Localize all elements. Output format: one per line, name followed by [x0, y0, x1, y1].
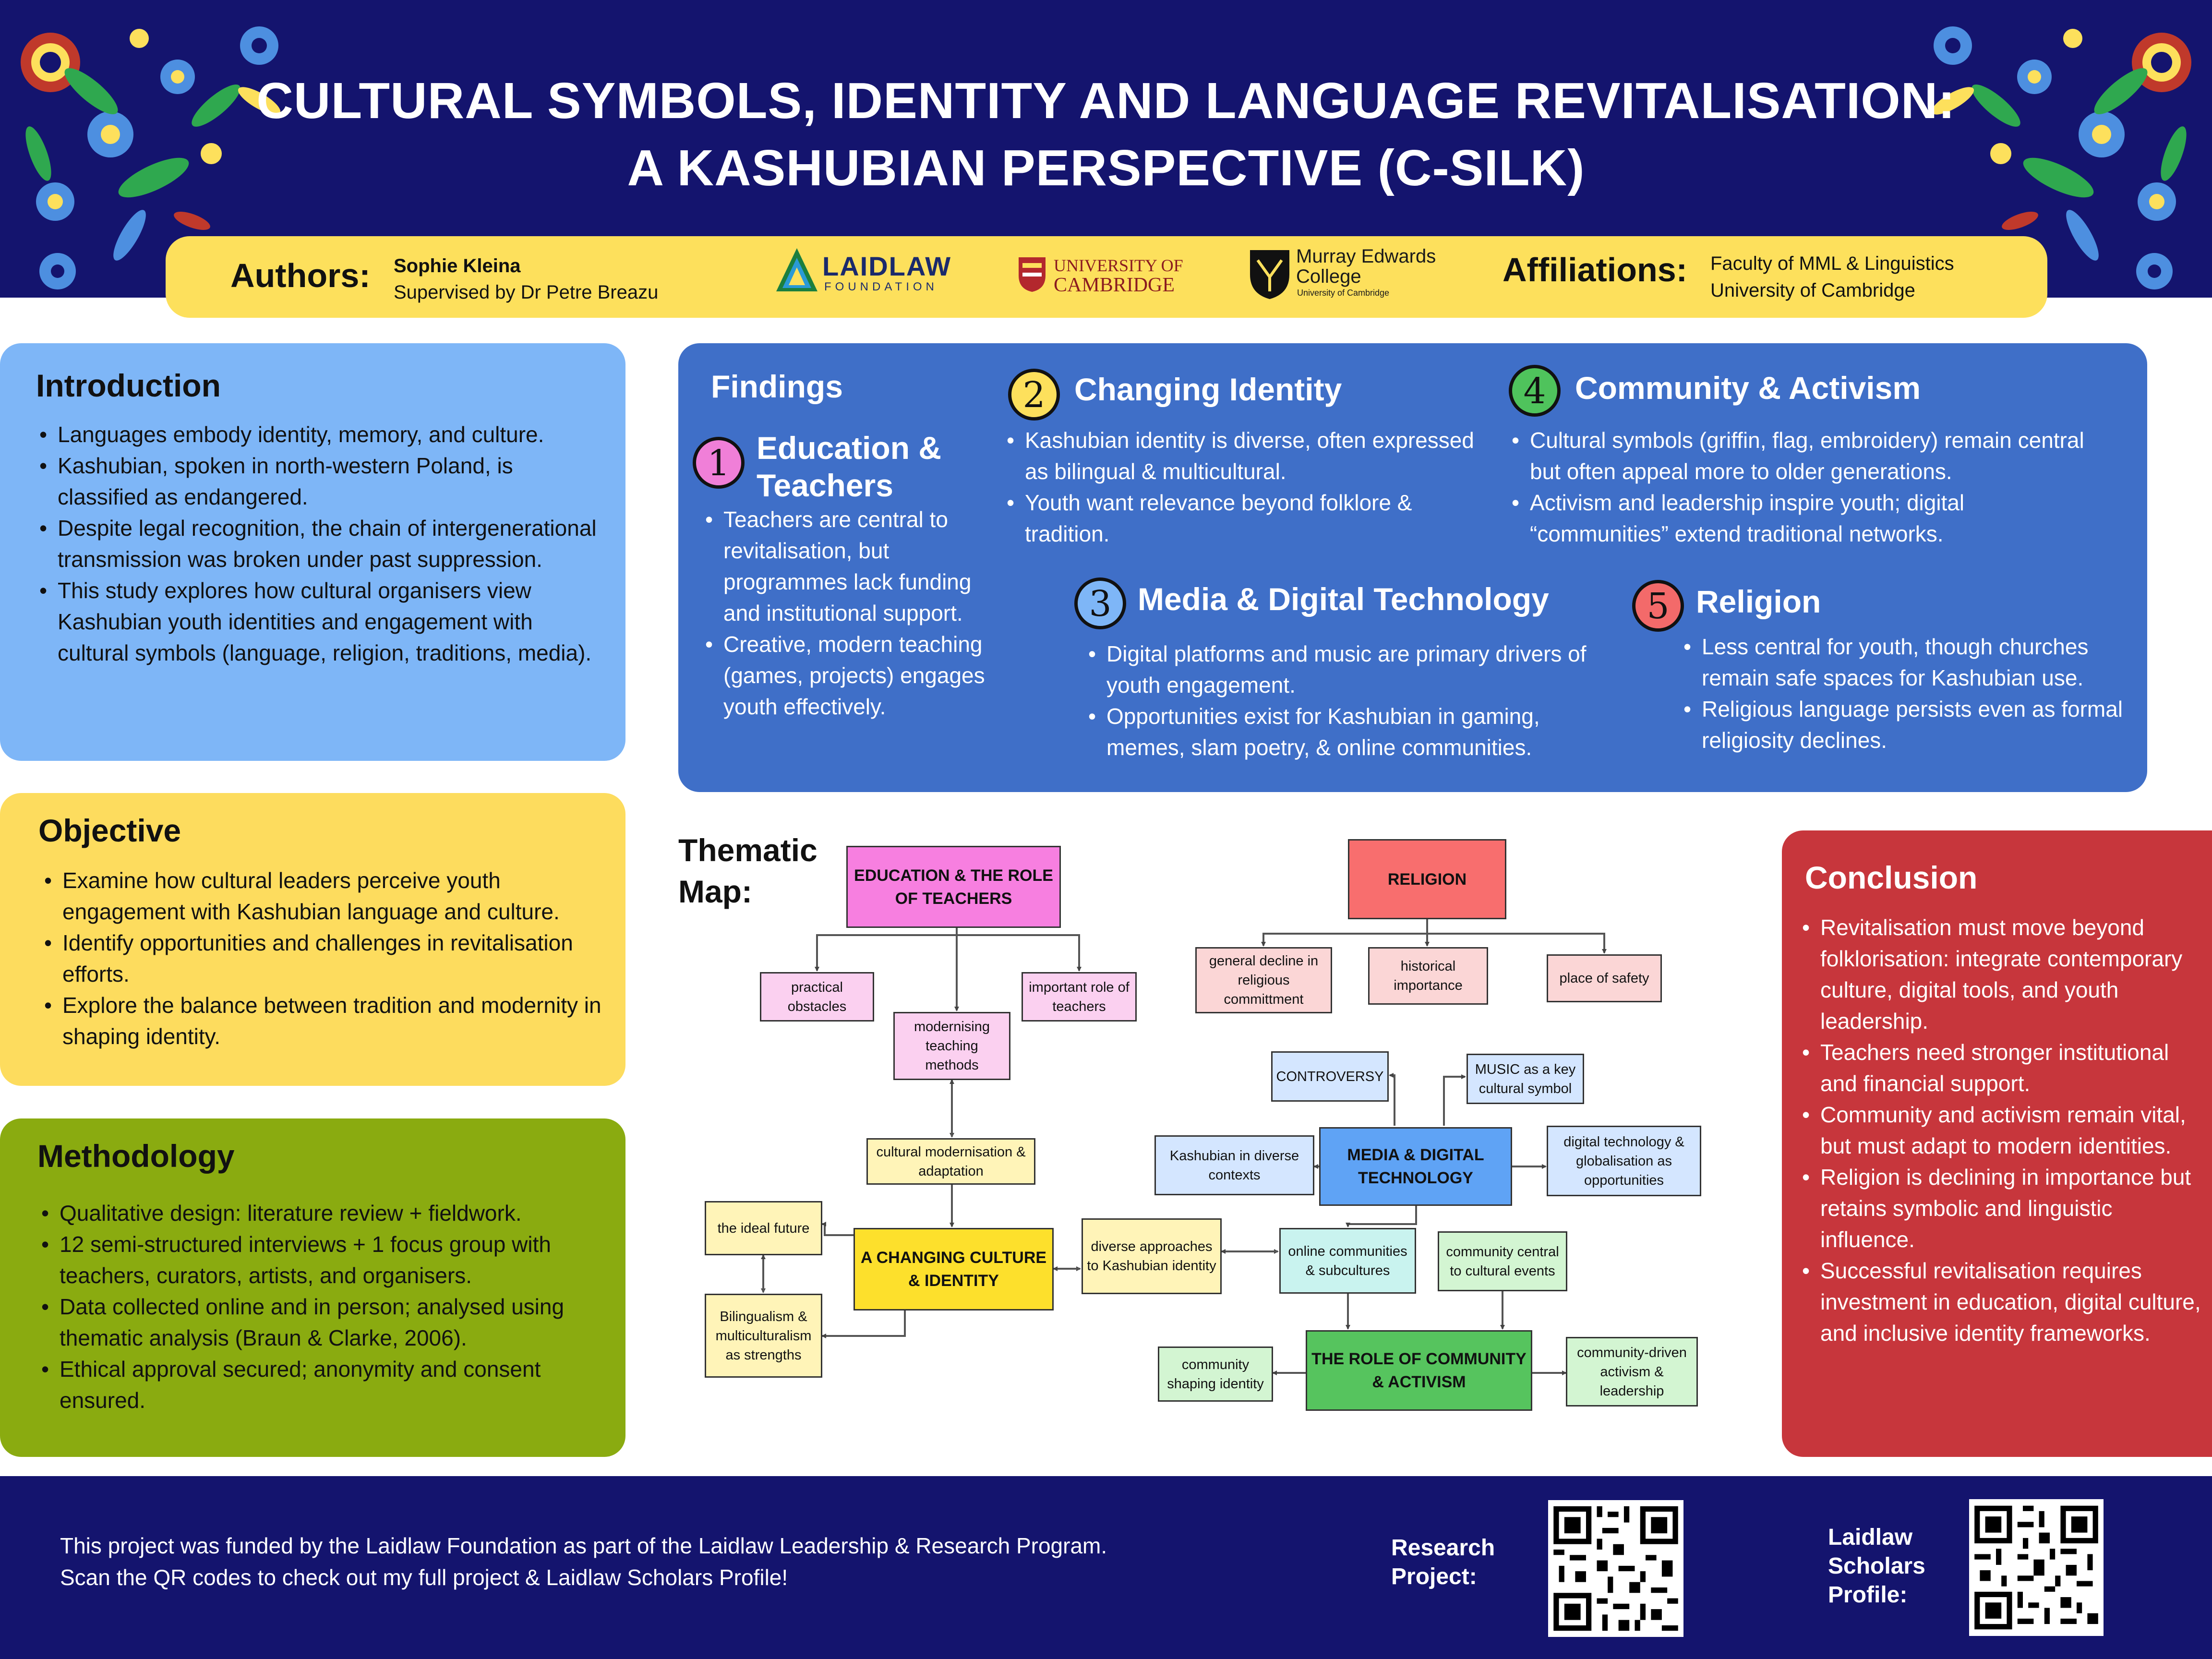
node-general-decline: general decline in religious committment	[1195, 947, 1332, 1013]
footer-funding-text: This project was funded by the Laidlaw Foundation as part of the Laidlaw Leadership & Research Program.	[60, 1533, 1107, 1558]
list-item: • Kashubian, spoken in north-western Poland, is classified as endangered.	[37, 450, 599, 513]
node-digital-technology: digital technology & globalisation as opportunities	[1547, 1126, 1701, 1196]
list-item: • Less central for youth, though churches remain safe spaces for Kashubian use.	[1682, 631, 2128, 694]
thematic-map-label-line1: Thematic	[678, 832, 817, 868]
list-item: • Activism and leadership inspire youth; digital “communities” extend traditional networks.	[1510, 487, 2086, 550]
authors-label: Authors:	[230, 257, 371, 294]
laidlaw-logo-text: LAIDLAW	[822, 251, 952, 281]
list-item: • Languages embody identity, memory, and culture.	[37, 419, 599, 450]
list-item: • Despite legal recognition, the chain of intergenerational transmission was broken under past suppression.	[37, 513, 599, 575]
finding-2-number-icon: 2	[1008, 369, 1060, 421]
affiliations-label: Affiliations:	[1503, 251, 1687, 289]
finding-3-number-icon: 3	[1074, 577, 1126, 629]
node-bilingualism: Bilingualism & multiculturalism as strengths	[705, 1294, 822, 1378]
supervisor-text: Supervised by Dr Petre Breazu	[394, 282, 659, 303]
findings-title: Findings	[711, 369, 843, 404]
conclusion-card	[1782, 830, 2212, 1457]
list-item: • Youth want relevance beyond folklore & tradition.	[1005, 487, 1485, 550]
list-item: • Religious language persists even as formal religiosity declines.	[1682, 694, 2128, 756]
finding-4-title: Community & Activism	[1575, 370, 1921, 406]
laidlaw-logo-subtext: FOUNDATION	[824, 280, 938, 293]
profile-label-line3: Profile:	[1828, 1582, 1908, 1608]
scholars-profile-qr-icon[interactable]	[1969, 1499, 2104, 1636]
author-name: Sophie Kleina	[394, 255, 521, 276]
list-item: • Data collected online and in person; analysed using thematic analysis (Braun & Clarke, 2006).	[39, 1291, 611, 1354]
finding-3-title: Media & Digital Technology	[1138, 581, 1549, 617]
research-label-line1: Research	[1391, 1535, 1495, 1561]
list-item: • Digital platforms and music are primary drivers of youth engagement.	[1086, 638, 1590, 701]
list-item: • Qualitative design: literature review + fieldwork.	[39, 1198, 611, 1229]
conclusion-title: Conclusion	[1805, 860, 1978, 895]
node-cultural-modernisation: cultural modernisation & adaptation	[866, 1138, 1035, 1185]
finding-5-number-icon: 5	[1632, 580, 1684, 632]
list-item: • Creative, modern teaching (games, projects) engages youth effectively.	[703, 629, 1010, 722]
node-community-driven: community-driven activism & leadership	[1566, 1337, 1698, 1407]
affiliation-line1: Faculty of MML & Linguistics	[1710, 253, 1954, 274]
introduction-title: Introduction	[36, 368, 221, 403]
node-place-of-safety: place of safety	[1547, 954, 1662, 1002]
methodology-title: Methodology	[37, 1138, 235, 1174]
cambridge-logo-line2: CAMBRIDGE	[1054, 274, 1175, 296]
node-modernising-teaching: modernising teaching methods	[893, 1012, 1010, 1080]
footer-scan-text: Scan the QR codes to check out my full project & Laidlaw Scholars Profile!	[60, 1565, 788, 1590]
node-historical-importance: historical importance	[1368, 947, 1488, 1005]
list-item: • Religion is declining in importance but retains symbolic and linguistic influence.	[1800, 1162, 2208, 1255]
objective-title: Objective	[38, 813, 181, 848]
finding-2-title: Changing Identity	[1074, 372, 1342, 407]
node-media-digital: MEDIA & DIGITAL TECHNOLOGY	[1319, 1127, 1512, 1206]
murray-logo-line3: University of Cambridge	[1297, 288, 1390, 298]
list-item: • Revitalisation must move beyond folklorisation: integrate contemporary culture, digital tools, and youth leadership.	[1800, 912, 2208, 1037]
research-project-qr-icon[interactable]	[1548, 1500, 1683, 1637]
research-project-label	[1391, 1534, 1495, 1591]
node-practical-obstacles: practical obstacles	[760, 972, 874, 1022]
node-music-symbol: MUSIC as a key cultural symbol	[1467, 1054, 1584, 1104]
list-item: • Successful revitalisation requires investment in education, digital culture, and inclusive identity frameworks.	[1800, 1255, 2208, 1349]
list-item: • Teachers need stronger institutional and financial support.	[1800, 1037, 2208, 1099]
list-item: • Identify opportunities and challenges in revitalisation efforts.	[42, 927, 618, 990]
node-community-central: community central to cultural events	[1438, 1231, 1567, 1291]
node-ideal-future: the ideal future	[705, 1201, 822, 1255]
finding-5-title: Religion	[1696, 584, 1821, 619]
finding-1-number-icon: 1	[693, 437, 745, 489]
thematic-map-label-line2: Map:	[678, 874, 752, 909]
node-religion: RELIGION	[1348, 839, 1506, 919]
affiliation-line2: University of Cambridge	[1710, 280, 1915, 301]
list-item: • Examine how cultural leaders perceive youth engagement with Kashubian language and culture.	[42, 865, 618, 927]
conclusion-list	[1800, 912, 2208, 1349]
node-online-communities: online communities & subcultures	[1279, 1228, 1416, 1294]
murray-logo-line2: College	[1296, 266, 1361, 287]
node-community-activism: THE ROLE OF COMMUNITY & ACTIVISM	[1306, 1330, 1532, 1411]
list-item: • Kashubian identity is diverse, often expressed as bilingual & multicultural.	[1005, 425, 1485, 487]
list-item: • This study explores how cultural organisers view Kashubian youth identities and engagement with cultural symbols (language, religion, traditions, media).	[37, 575, 599, 669]
murray-logo-line1: Murray Edwards	[1296, 246, 1436, 267]
research-label-line2: Project:	[1391, 1564, 1477, 1589]
node-controversy: CONTROVERSY	[1271, 1051, 1389, 1102]
list-item: • Opportunities exist for Kashubian in gaming, memes, slam poetry, & online communities.	[1086, 701, 1590, 763]
node-changing-culture-identity: A CHANGING CULTURE & IDENTITY	[854, 1228, 1054, 1310]
node-kashubian-contexts: Kashubian in diverse contexts	[1154, 1135, 1314, 1195]
list-item: • Community and activism remain vital, but must adapt to modern identities.	[1800, 1099, 2208, 1162]
scholars-profile-label	[1828, 1523, 1925, 1610]
finding-4-number-icon: 4	[1509, 365, 1561, 417]
list-item: • Explore the balance between tradition and modernity in shaping identity.	[42, 990, 618, 1052]
list-item: • 12 semi-structured interviews + 1 focus group with teachers, curators, artists, and organisers.	[39, 1229, 611, 1291]
node-community-shaping: community shaping identity	[1158, 1346, 1273, 1402]
footer-banner	[0, 1476, 2212, 1659]
poster-title-line2: A KASHUBIAN PERSPECTIVE (C-SILK)	[627, 140, 1585, 196]
poster-title-line1: CULTURAL SYMBOLS, IDENTITY AND LANGUAGE REVITALISATION:	[256, 72, 1956, 129]
list-item: • Teachers are central to revitalisation, but programmes lack funding and institutional support.	[703, 504, 1010, 629]
node-important-role-teachers: important role of teachers	[1022, 972, 1137, 1022]
finding-1-title-line1: Education &	[757, 430, 942, 466]
node-diverse-approaches: diverse approaches to Kashubian identity	[1082, 1218, 1222, 1294]
finding-1-title-line2: Teachers	[757, 468, 893, 503]
profile-label-line1: Laidlaw	[1828, 1525, 1913, 1550]
list-item: • Ethical approval secured; anonymity and consent ensured.	[39, 1354, 611, 1416]
cambridge-logo-line1: UNIVERSITY OF	[1054, 256, 1183, 275]
node-education-teachers: EDUCATION & THE ROLE OF TEACHERS	[846, 846, 1061, 928]
list-item: • Cultural symbols (griffin, flag, embroidery) remain central but often appeal more to older generations.	[1510, 425, 2086, 487]
profile-label-line2: Scholars	[1828, 1553, 1925, 1579]
